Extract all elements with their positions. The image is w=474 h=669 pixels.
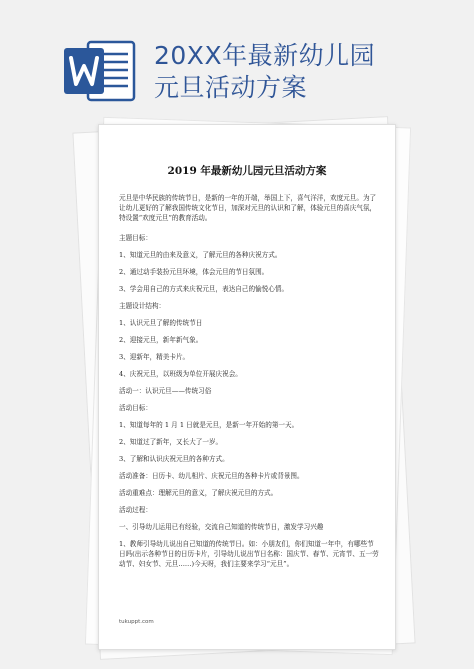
activity-goal-item: 1、知道每年的 1 月 1 日就是元旦，是新一年开始的第一天。 [119,421,299,429]
structure-item: 2、迎接元旦，新年新气象。 [119,336,203,344]
structure-heading: 主题设计结构： [119,302,166,310]
word-icon [62,40,136,102]
banner-title-line2: 元旦活动方案 [154,73,308,102]
preparation-line: 活动准备：日历卡、幼儿相片、庆祝元旦的各种卡片或背景图。 [119,472,304,480]
goal-item: 1、知道元旦的由来及意义，了解元旦的各种庆祝方式。 [119,251,282,259]
footer-url: tukuppt.com [119,619,154,625]
key-points-line: 活动重难点：理解元旦的意义，了解庆祝元旦的方式。 [119,489,278,497]
goal-item: 2、通过动手装扮元旦环境，体会元旦的节日氛围。 [119,268,269,276]
structure-item: 1、认识元旦了解的传统节日 [119,319,203,327]
activity-title: 活动一：认识元旦——传统习俗 [119,387,212,395]
process-heading: 活动过程： [119,506,152,514]
header-banner [0,0,474,120]
structure-item: 4、庆祝元旦，以班级为单位开展庆祝会。 [119,370,242,378]
process-step-1: 1、教师引导幼儿说出自己知道的传统节日。如：小朋友们，你们知道一年中，有哪些节日吗(出示各种节日的日历卡片，引导幼儿说出节日名称：国庆节、春节、元宵节、五一劳动节、妇女节、元旦……)今天呀，我们主要来学习“元旦”。 [119,540,379,568]
goals-heading: 主题目标： [119,234,152,242]
intro-paragraph: 元旦是中华民族的传统节日，是新的一年的开端，举国上下，喜气洋洋，欢度元旦。为了让幼儿更好的了解我国传统文化节日，加深对元旦的认识和了解，体验元旦的喜庆气氛，特设置“欢度元旦”的教育活动。 [119,194,377,222]
document-page [98,124,396,650]
banner-title-line1: 20XX年最新幼儿园 [154,41,376,70]
activity-goal-item: 2、知道过了新年，又长大了一岁。 [119,438,223,446]
document-title: 2019 年最新幼儿园元旦活动方案 [167,165,327,177]
structure-item: 3、迎新年，精美卡片。 [119,353,190,361]
goal-item: 3、学会用自己的方式来庆祝元旦，表达自己的愉悦心情。 [119,285,289,293]
process-intro: 一、引导幼儿运用已有经验，交流自己知道的传统节日，激发学习兴趣 [119,523,324,531]
activity-goals-heading: 活动目标： [119,404,152,412]
activity-goal-item: 3、了解和认识庆祝元旦的各种方式。 [119,455,229,463]
